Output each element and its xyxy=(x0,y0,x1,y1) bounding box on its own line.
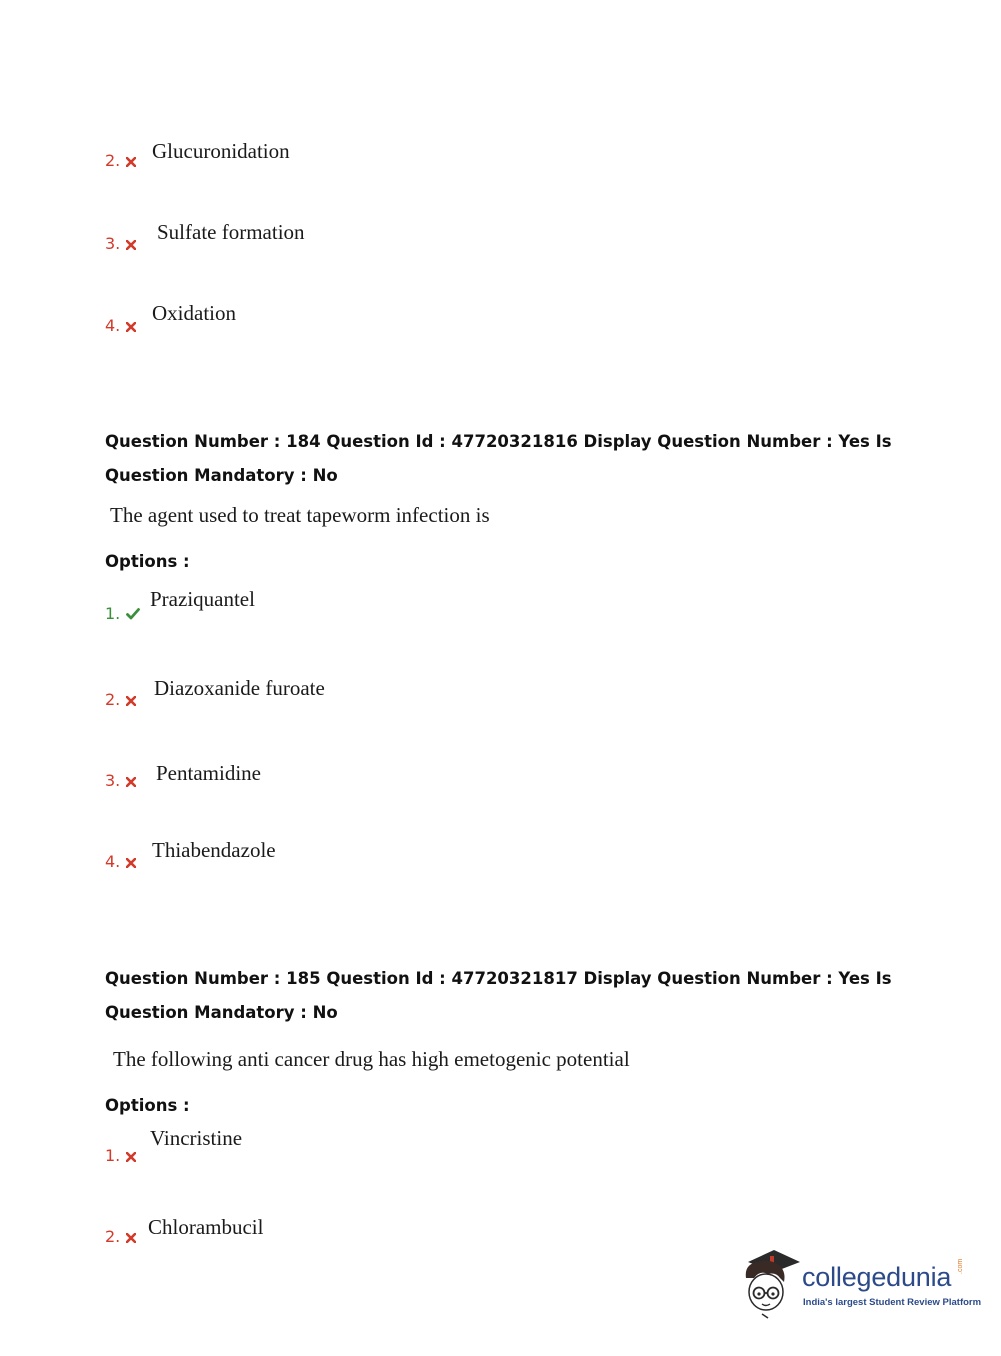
option-text: Chlorambucil xyxy=(148,1215,264,1239)
logo-tagline: India's largest Student Review Platform xyxy=(803,1297,982,1308)
question-header: Question Number : 184 Question Id : 47720321816 Display Question Number : Yes Is Question Mandatory : No xyxy=(105,432,892,485)
cross-icon xyxy=(126,318,136,336)
option-number: 2. xyxy=(105,1228,136,1247)
option-number: 3. xyxy=(105,235,136,254)
option-number: 3. xyxy=(105,772,136,791)
question-header: Question Number : 185 Question Id : 47720321817 Display Question Number : Yes Is Question Mandatory : No xyxy=(105,969,892,1022)
collegedunia-logo xyxy=(740,1248,982,1320)
options-label: Options : xyxy=(105,552,190,571)
cross-icon xyxy=(126,854,136,872)
option-number: 2. xyxy=(105,691,136,710)
option-number: 4. xyxy=(105,853,136,872)
option-text: Pentamidine xyxy=(156,761,261,785)
mascot-icon xyxy=(740,1248,802,1320)
option-text: Thiabendazole xyxy=(152,838,276,862)
cross-icon xyxy=(126,153,136,171)
option-number: 1. xyxy=(105,1147,136,1166)
option-number: 2. xyxy=(105,152,136,171)
logo-suffix: .com xyxy=(957,1258,964,1274)
option-text: Oxidation xyxy=(152,301,236,325)
cross-icon xyxy=(126,1229,136,1247)
cross-icon xyxy=(126,1148,136,1166)
option-number: 1. xyxy=(105,605,140,624)
option-text: Sulfate formation xyxy=(157,220,305,244)
options-label: Options : xyxy=(105,1096,190,1115)
option-text: Vincristine xyxy=(150,1126,243,1150)
question-text: The agent used to treat tapeworm infection is xyxy=(110,503,490,527)
option-text: Praziquantel xyxy=(150,587,255,611)
option-number: 4. xyxy=(105,317,136,336)
logo-wordmark: collegedunia xyxy=(802,1262,952,1292)
cross-icon xyxy=(126,236,136,254)
cross-icon xyxy=(126,773,136,791)
check-icon xyxy=(126,606,140,624)
option-text: Glucuronidation xyxy=(152,139,290,163)
cross-icon xyxy=(126,692,136,710)
question-text: The following anti cancer drug has high emetogenic potential xyxy=(113,1047,630,1071)
option-text: Diazoxanide furoate xyxy=(154,676,325,700)
